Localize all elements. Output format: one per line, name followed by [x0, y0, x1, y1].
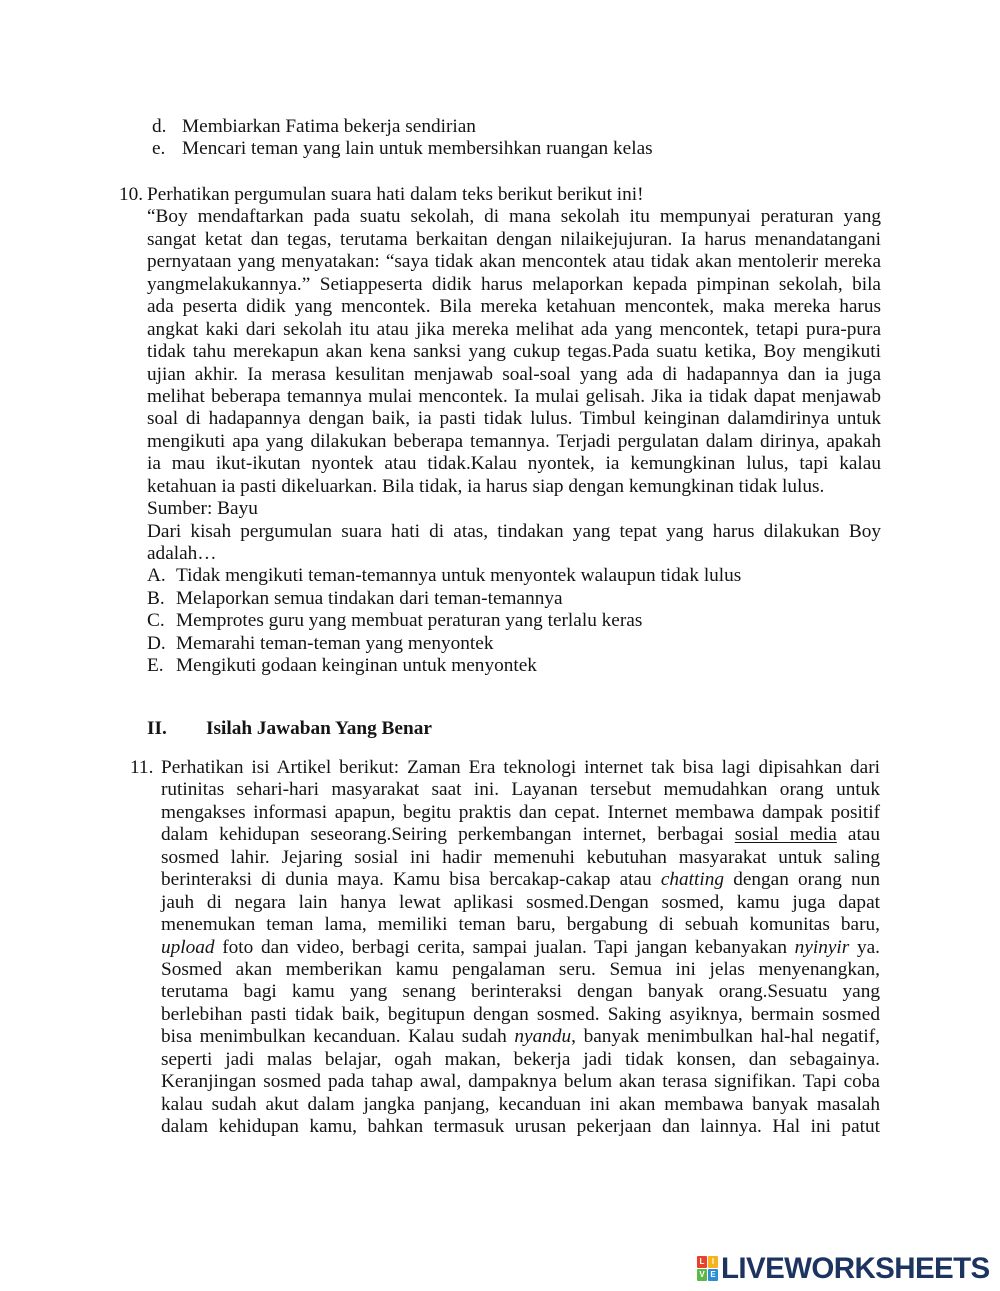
passage-line: soal di hadapannya dengan baik, ia pasti tidak lulus. Timbul keinginan dalamdirinya untuk — [147, 408, 881, 430]
option-letter: e. — [152, 138, 166, 160]
article-text: seperti jadi malas belajar, ogah makan, bekerja jadi tidak konsen, dan sebagainya. — [161, 1048, 880, 1070]
article-line — [161, 1004, 880, 1026]
article-text: berlebihan pasti tidak baik, begitupun dengan sosmed. Saking asyiknya, bermain sosmed — [161, 1003, 880, 1025]
section-heading — [147, 718, 881, 740]
underlined-term: sosial media — [734, 824, 837, 846]
logo-tile: V — [697, 1269, 707, 1281]
article-text: jauh di negara lain hanya lewat aplikasi sosmed.Dengan sosmed, kamu juga dapat — [161, 891, 880, 913]
passage-line: melihat beberapa temannya mulai mencontek. Ia mulai gelisah. Jika ia tidak dapat menjawab — [147, 385, 881, 407]
option-b — [147, 588, 881, 610]
question-10-prompt — [119, 184, 881, 206]
article-line — [161, 1071, 880, 1093]
option-letter: C. — [147, 610, 165, 632]
article-line — [161, 937, 880, 959]
italic-term: chatting — [660, 869, 725, 891]
question-number: 10. — [119, 184, 144, 205]
logo-tile: I — [708, 1256, 718, 1268]
italic-term: upload — [161, 936, 215, 958]
passage-line: sangat ketat dan tegas, terutama berkaitan dengan nilaikejujuran. Ia harus menandatangani — [147, 228, 881, 250]
section-title: Isilah Jawaban Yang Benar — [206, 718, 432, 739]
article-text: Keranjingan sosmed pada tahap awal, dampaknya belum akan terasa signifikan. Tapi coba — [161, 1071, 880, 1093]
option-letter: B. — [147, 587, 165, 609]
article-line — [161, 914, 880, 936]
article-line — [161, 869, 880, 891]
option-e — [147, 655, 881, 677]
article-text: , banyak menimbulkan hal-hal negatif, — [571, 1026, 880, 1048]
question-line: adalah… — [147, 543, 217, 564]
article-line — [161, 1094, 880, 1116]
article-text: atau — [836, 824, 881, 846]
option-text: Memprotes guru yang membuat peraturan yang terlalu keras — [176, 610, 643, 632]
logo-tile: E — [708, 1269, 718, 1281]
italic-term: nyinyir — [794, 936, 850, 958]
option-text: Mengikuti godaan keinginan untuk menyontek — [176, 655, 537, 677]
option-letter: D. — [147, 632, 166, 654]
article-line — [161, 981, 880, 1003]
article-text: Perhatikan isi Artikel berikut: Zaman Era teknologi internet tak bisa lagi dipisahkan dari — [161, 757, 880, 778]
article-text: foto dan video, berbagi cerita, sampai jualan. Tapi jangan kebanyakan — [214, 936, 795, 958]
article-text: ya. — [849, 936, 880, 958]
article-line — [161, 824, 880, 846]
logo-wordmark: LIVEWORKSHEETS — [721, 1252, 990, 1285]
article-text: kalau sudah akut dalam jangka panjang, kecanduan ini akan membawa banyak masalah — [161, 1093, 880, 1115]
article-text: menemukan teman lama, memiliki teman baru, bergabung di sebuah komunitas baru, — [161, 914, 880, 936]
passage-line: angkat kaki dari sekolah itu atau jika mereka melihat ada yang mencontek, tetapi pura-pura — [147, 318, 881, 340]
option-letter: A. — [147, 565, 166, 587]
article-line — [161, 1026, 880, 1048]
article-text: dalam kehidupan kamu, bahkan termasuk urusan pekerjaan dan lainnya. Hal ini patut — [161, 1116, 880, 1137]
article-line — [161, 802, 880, 824]
question-9-options — [152, 116, 882, 161]
option-d — [147, 633, 881, 655]
article-line — [130, 757, 880, 779]
question-11 — [130, 757, 881, 1138]
passage-line: ada peserta didik yang mencontek. Bila mereka ketahuan mencontek, maka mereka harus — [147, 296, 881, 318]
option-c — [147, 610, 881, 632]
section-heading-line — [147, 718, 881, 740]
question-prompt-text: Perhatikan pergumulan suara hati dalam teks berikut berikut ini! — [147, 184, 644, 205]
italic-term: nyandu — [514, 1026, 572, 1048]
article-text: dengan orang nun — [724, 869, 880, 891]
article-text: sosmed lahir. Jejaring sosial ini hadir memenuhi kebutuhan masyarakat untuk saling — [161, 846, 880, 868]
option-text: Tidak mengikuti teman-temannya untuk menyontek walaupun tidak lulus — [176, 565, 742, 587]
article-text: bisa menimbulkan kecanduan. Kalau sudah — [161, 1026, 515, 1048]
article-text: rutinitas sehari-hari masyarakat saat ini. Layanan tersebut memudahkan orang untuk — [161, 779, 880, 801]
option-e — [152, 138, 882, 160]
passage-source: Sumber: Bayu — [147, 498, 258, 520]
section-numeral: II. — [147, 718, 167, 739]
article-line — [161, 959, 880, 981]
option-a — [147, 565, 881, 587]
article-line — [161, 892, 880, 914]
passage-line: ketahuan ia pasti dikeluarkan. Bila tidak, ia harus siap dengan kemungkinan tidak lulus. — [147, 475, 825, 497]
article-text: terutama bagi kamu yang senang berinteraksi dengan banyak orang.Sesuatu yang — [161, 981, 880, 1003]
article-text: Sosmed akan memberikan kamu pengalaman seru. Semua ini jelas menyenangkan, — [161, 958, 880, 980]
option-text: Memarahi teman-teman yang menyontek — [176, 632, 494, 654]
passage-line: pernyataan yang menyatakan: “saya tidak akan mencontek atau tidak akan mentolerir mereka — [147, 251, 881, 273]
article-line — [161, 1049, 880, 1071]
option-text: Membiarkan Fatima bekerja sendirian — [182, 116, 476, 137]
option-d — [152, 116, 882, 138]
article-text: dalam kehidupan seseorang.Seiring perkembangan internet, berbagai — [161, 824, 735, 846]
logo-tile: L — [697, 1256, 707, 1268]
option-letter: E. — [147, 655, 164, 677]
article-line — [161, 779, 880, 801]
article-text: mengakses informasi apapun, begitu praktis dan cepat. Internet membawa dampak positif — [161, 801, 880, 823]
question-number: 11. — [130, 757, 154, 778]
article-text: berinteraksi di dunia maya. Kamu bisa bercakap-cakap atau — [161, 869, 661, 891]
passage-line: ujian akhir. Ia merasa kesulitan menjawab soal-soal yang ada di hadapannya dan ia juga — [147, 363, 881, 385]
option-text: Melaporkan semua tindakan dari teman-temannya — [176, 587, 563, 609]
passage-line: mengikuti apa yang dilakukan beberapa temannya. Terjadi pergulatan dalam dirinya, apakah — [147, 430, 881, 452]
option-letter: d. — [152, 116, 167, 137]
passage-line: tidak tahu merekapun akan kena sanksi yang cukup tegas.Pada suatu ketika, Boy mengikuti — [147, 341, 881, 363]
option-text: Mencari teman yang lain untuk membersihkan ruangan kelas — [182, 138, 653, 160]
passage-line: “Boy mendaftarkan pada suatu sekolah, di mana sekolah itu mempunyai peraturan yang — [147, 206, 881, 228]
liveworksheets-logo-icon — [697, 1256, 718, 1281]
article-line — [161, 1116, 880, 1138]
question-10 — [119, 184, 881, 678]
question-line: Dari kisah pergumulan suara hati di atas, tindakan yang tepat yang harus dilakukan Boy — [147, 520, 881, 542]
article-line — [161, 847, 880, 869]
passage-line: ia mau ikut-ikutan nyontek atau tidak.Kalau nyontek, ia kemungkinan lulus, tapi kalau — [147, 453, 881, 475]
passage-line: yangmelakukannya.” Setiappeserta didik harus melaporkan kepada pimpinan sekolah, bila — [147, 273, 881, 295]
